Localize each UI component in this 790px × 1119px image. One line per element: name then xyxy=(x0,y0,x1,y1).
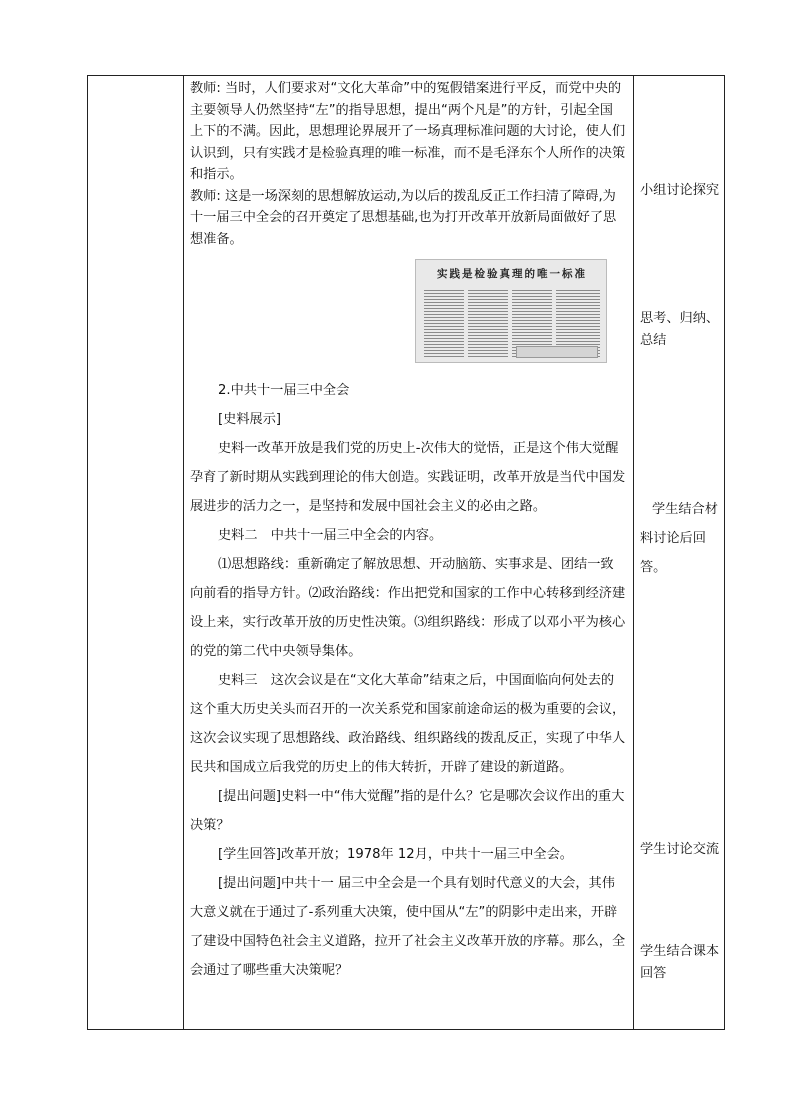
teacher-paragraph-1: 教师: 当时，人们要求对“文化大革命”中的冤假错案进行平反，而党中央的主要领导人仍然坚持“左”的指导思想，提出“两个凡是”的方针，引起全国上下的不满。因此，思想理论界展开了一场真理标准问题的大讨论，使人们认识到，只有实践才是检验真理的唯一标准，而不是毛泽东个人所作的决策和指示。 xyxy=(190,81,626,182)
material-three: 史料三 这次会议是在“文化大革命”结束之后，中国面临向何处去的这个重大历史关头而召开的一次关系党和国家前途命运的极为重要的会议，这次会议实现了思想路线、政治路线、组织路线的拨乱反正，实现了中华人民共和国成立后我党的历史上的伟大转折，开辟了建设的新道路。 xyxy=(190,673,626,775)
material-section xyxy=(190,376,626,985)
newspaper-image xyxy=(415,259,607,363)
teacher-paragraph-2: 教师: 这是一场深刻的思想解放运动,为以后的拨乱反正工作扫清了障碍,为十一届三中全会的召开奠定了思想基础,也为打开改革开放新局面做好了思想准备。 xyxy=(190,188,617,247)
side-note-discussion-exchange: 学生讨论交流 xyxy=(640,842,720,857)
newspaper-column xyxy=(424,290,464,358)
side-note-think-summarize: 思考、归纳、总结 xyxy=(640,311,720,348)
material-one: 史料一改革开放是我们党的历史上-次伟大的觉悟，正是这个伟大觉醒孕育了新时期从实践到理论的伟大创造。实践证明，改革开放是当代中国发展进步的活力之一，是坚持和发展中国社会主义的必由之路。 xyxy=(190,441,626,514)
side-note-group-discussion: 小组讨论探究 xyxy=(640,183,720,198)
newspaper-caption-box xyxy=(516,346,598,358)
teacher-narration xyxy=(190,78,626,250)
teaching-process-column xyxy=(184,76,633,1029)
section-title: 2.中共十一届三中全会 xyxy=(218,383,350,398)
student-answer: [学生回答]改革开放；1978年 12月，中共十一届三中全会。 xyxy=(218,847,573,862)
student-activity-column xyxy=(634,76,726,1029)
material-two-content: ⑴思想路线：重新确定了解放思想、开动脑筋、实事求是、团结一致向前看的指导方针。⑵政治路线：作出把党和国家的工作中心转移到经济建设上来，实行改革开放的历史性决策。⑶组织路线：形成了以邓小平为核心的党的第二代中央领导集体。 xyxy=(190,557,626,659)
newspaper-headline: 实践是检验真理的唯一标准 xyxy=(437,268,587,280)
lesson-plan-table xyxy=(87,75,725,1030)
question-one: [提出问题]史料一中“伟大觉醒”指的是什么？它是哪次会议作出的重大决策？ xyxy=(190,789,625,833)
side-note-textbook-answer: 学生结合课本回答 xyxy=(640,944,720,981)
side-note-material-discussion: 学生结合材料讨论后回答。 xyxy=(640,502,718,575)
material-two-title: 史料二 中共十一届三中全会的内容。 xyxy=(218,528,443,543)
question-two: [提出问题]中共十一 届三中全会是一个具有划时代意义的大会，其伟大意义就在于通过了-系列重大决策，使中国从“左”的阴影中走出来，开辟了建设中国特色社会主义道路，拉开了社会主义改革开放的序幕。那么，全会通过了哪些重大决策呢？ xyxy=(190,876,626,978)
newspaper-column xyxy=(468,290,508,358)
material-label: [史料展示] xyxy=(218,412,282,427)
